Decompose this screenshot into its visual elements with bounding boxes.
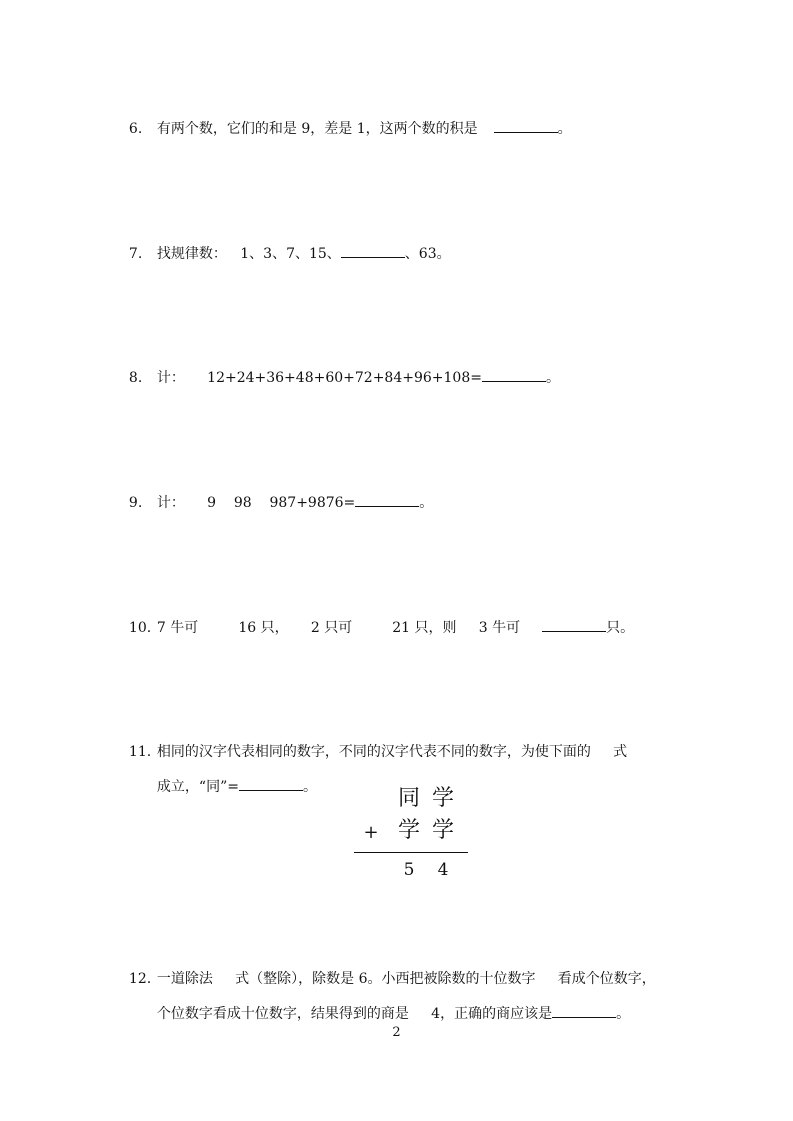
answer-blank[interactable] [239, 778, 303, 791]
question-suffix: 。 [419, 495, 434, 511]
puzzle-char: 学 [397, 818, 420, 843]
question-text: 7 牛可 16 只， 2 只可 21 只，则 3 牛可 [156, 620, 521, 636]
question-text: 相同的汉字代表相同的数字，不同的汉字代表不同的数字，为使下面的 式 [156, 744, 628, 760]
answer-blank[interactable] [341, 245, 405, 258]
question-suffix: 。 [545, 370, 560, 386]
page-number: 2 [392, 1025, 401, 1040]
question-text: 计： 9 98 987+9876= [156, 495, 356, 511]
question-suffix: 只。 [606, 620, 635, 636]
answer-blank[interactable] [542, 619, 606, 632]
puzzle-char: 学 [431, 818, 454, 843]
question-10 [120, 603, 700, 636]
answer-blank[interactable] [482, 369, 546, 382]
question-text: 成立，“同”= [156, 779, 239, 795]
answer-blank[interactable] [494, 120, 558, 133]
question-suffix: 。 [616, 1006, 631, 1022]
question-12 [120, 955, 700, 987]
result-digit: 4 [437, 860, 449, 880]
answer-blank[interactable] [552, 1005, 616, 1018]
question-11 [120, 728, 700, 760]
question-11-line2 [148, 762, 317, 795]
result-digit: 5 [403, 860, 415, 880]
question-number: 10. [128, 620, 152, 636]
question-text: 计： 12+24+36+48+60+72+84+96+108= [156, 370, 482, 386]
question-12-line2 [148, 989, 630, 1022]
puzzle-char: 同 [397, 786, 420, 811]
question-6 [120, 104, 700, 137]
question-9 [120, 478, 700, 511]
puzzle-char: 学 [431, 786, 454, 811]
sum-rule [354, 852, 468, 853]
question-number: 9. [128, 495, 143, 511]
question-suffix: 、63。 [404, 246, 451, 262]
question-number: 6. [128, 121, 143, 137]
question-number: 8. [128, 370, 143, 386]
question-8 [120, 353, 700, 386]
question-suffix: 。 [302, 779, 317, 795]
question-text: 找规律数： 1、3、7、15、 [156, 246, 341, 262]
question-text: 一道除法 式（整除），除数是 6。小西把被除数的十位数字 看成个位数字， [156, 971, 656, 987]
plus-operator: + [363, 822, 379, 843]
question-suffix: 。 [557, 121, 572, 137]
question-number: 7. [128, 246, 143, 262]
question-text: 个位数字看成十位数字，结果得到的商是 4，正确的商应该是 [156, 1006, 553, 1022]
question-number: 11. [128, 744, 152, 760]
answer-blank[interactable] [355, 494, 419, 507]
question-text: 有两个数，它们的和是 9，差是 1，这两个数的积是 [156, 121, 478, 137]
question-number: 12. [128, 971, 152, 987]
question-7 [120, 229, 700, 262]
